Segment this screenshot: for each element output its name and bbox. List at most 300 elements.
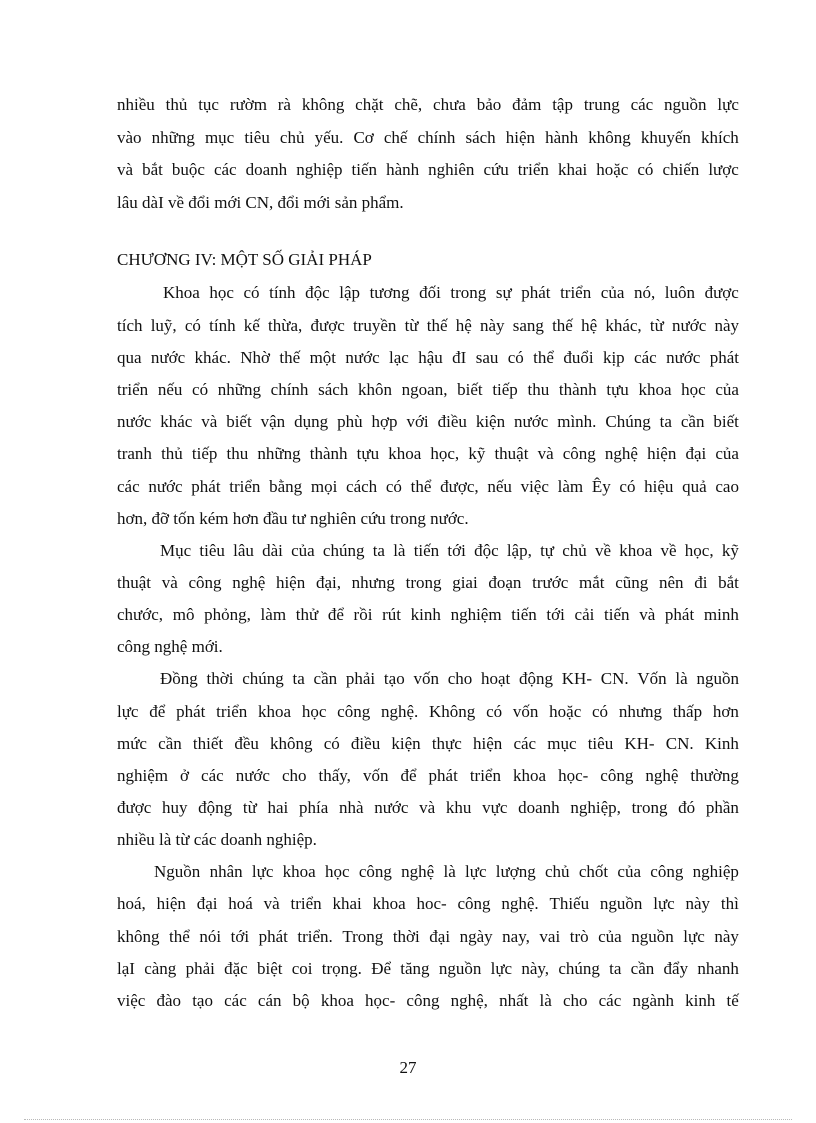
word: buộc	[171, 160, 205, 179]
word: vực	[482, 798, 508, 817]
word: triển	[290, 894, 322, 913]
word: có	[507, 348, 524, 367]
word: qua	[117, 348, 142, 367]
word: sách	[465, 128, 496, 147]
word: vai	[539, 927, 561, 946]
word: thu	[527, 380, 550, 399]
word: tiếp	[191, 444, 218, 463]
word: lạc	[389, 348, 409, 367]
word: phát	[191, 477, 221, 496]
word: cán	[257, 991, 282, 1010]
word: nguồn	[599, 894, 643, 913]
word: phát	[258, 927, 288, 946]
word: phù	[337, 412, 363, 431]
word: tục	[198, 95, 219, 114]
word: từ	[242, 798, 257, 817]
word: này	[685, 894, 711, 913]
word: học	[324, 862, 350, 881]
word: phải	[185, 959, 215, 978]
word: cho	[447, 669, 473, 688]
word: đuổi	[563, 348, 594, 367]
word: của	[291, 541, 315, 560]
word: thủ	[161, 444, 183, 463]
word: bộ	[292, 991, 310, 1010]
word: chước,	[117, 605, 164, 624]
word: chưa	[433, 95, 466, 114]
word: mục	[204, 128, 235, 147]
text-line: nhiều là từ các doanh nghiệp.	[117, 830, 317, 849]
word: nghiệm	[450, 605, 502, 624]
text-line	[160, 541, 739, 561]
word: tới	[230, 927, 250, 946]
word: KH-	[624, 734, 655, 753]
word: đó	[678, 798, 696, 817]
word: nghiệp	[692, 862, 739, 881]
word: hơn	[712, 702, 739, 721]
text-line	[117, 702, 739, 722]
word: thế	[426, 316, 448, 335]
word: của	[715, 380, 739, 399]
word: chính	[417, 128, 456, 147]
word: chúng	[558, 959, 600, 978]
word: lượng	[495, 862, 536, 881]
word: tranh	[117, 444, 152, 463]
word: động	[519, 669, 554, 688]
word: có	[385, 477, 402, 496]
word: khoa	[638, 380, 672, 399]
word: và	[263, 894, 280, 913]
word: khoa	[282, 862, 316, 881]
word: nó,	[633, 283, 656, 302]
word: hai	[267, 798, 289, 817]
word: vốn	[413, 669, 439, 688]
word: và	[161, 573, 178, 592]
word: ta	[659, 412, 672, 431]
word: và	[117, 160, 134, 179]
word: rườm	[229, 95, 267, 114]
word: thì	[720, 894, 739, 913]
word: cho	[281, 766, 307, 785]
word: tiến	[351, 160, 378, 179]
word: học,	[430, 444, 460, 463]
word: thấy,	[318, 766, 351, 785]
word: hiện	[505, 128, 536, 147]
word: hoạt	[481, 669, 511, 688]
word: trong	[405, 573, 442, 592]
text-line	[117, 128, 739, 148]
word: là	[539, 991, 552, 1010]
word: chẽ,	[394, 95, 423, 114]
word: thế	[279, 348, 301, 367]
word: hành	[386, 160, 420, 179]
word: ngày	[459, 927, 493, 946]
word: lập	[339, 283, 361, 302]
word: phải	[345, 669, 376, 688]
word: quả	[682, 477, 707, 496]
word: công	[358, 862, 392, 881]
word: của	[715, 444, 739, 463]
word: tạo	[383, 669, 405, 688]
text-line: công nghệ mới.	[117, 637, 223, 656]
word: đại	[685, 444, 707, 463]
word: Đồng	[160, 669, 198, 688]
word: đặc	[224, 959, 248, 978]
word: luỹ,	[150, 316, 177, 335]
word: phần	[705, 798, 739, 817]
word: từ	[404, 316, 419, 335]
word: các	[634, 348, 657, 367]
word: ngành	[632, 991, 674, 1010]
word: triển	[560, 283, 592, 302]
word: tựu	[356, 444, 380, 463]
word: các	[117, 477, 140, 496]
word: nước	[672, 316, 707, 335]
text-line	[117, 412, 739, 432]
word: chốt	[578, 862, 609, 881]
word: giai	[452, 573, 478, 592]
word: về	[595, 541, 612, 560]
word: này	[714, 927, 739, 946]
word: nhà	[338, 798, 364, 817]
word: tăng	[400, 959, 430, 978]
word: nhưng	[351, 573, 395, 592]
word: đối	[419, 283, 441, 302]
word: phát	[521, 283, 551, 302]
word: lực	[490, 959, 513, 978]
word: hậu	[418, 348, 443, 367]
word: để	[400, 766, 417, 785]
text-line	[160, 669, 739, 689]
word: nguồn	[438, 959, 482, 978]
word: công	[457, 894, 491, 913]
word: ta	[292, 669, 305, 688]
word: để	[149, 702, 166, 721]
word: của	[600, 283, 625, 302]
word: kiện	[475, 412, 506, 431]
word: nhân	[209, 862, 243, 881]
word: thực	[431, 734, 462, 753]
word: được,	[440, 477, 479, 496]
word: học-	[558, 766, 589, 785]
word: đại,	[315, 573, 341, 592]
word: hành	[545, 128, 579, 147]
word: cũng	[615, 573, 649, 592]
word: các	[513, 734, 537, 753]
word: ở	[180, 766, 190, 785]
word: không	[270, 734, 313, 753]
word: này	[479, 316, 505, 335]
word: nếu	[487, 477, 512, 496]
word: hệ	[581, 316, 598, 335]
word: hiệu	[644, 477, 674, 496]
word: tiến	[413, 541, 440, 560]
text-line	[117, 959, 739, 979]
word: đẩy	[663, 959, 689, 978]
word: các	[630, 95, 654, 114]
text-line	[117, 95, 739, 115]
word: hiện	[647, 444, 677, 463]
text-line	[117, 734, 739, 754]
word: Vốn	[637, 669, 667, 688]
page-bottom-rule	[24, 1119, 792, 1120]
word: Thiếu	[549, 894, 590, 913]
text-line	[117, 380, 739, 400]
word: doanh	[245, 160, 288, 179]
word: có	[184, 316, 201, 335]
word: chặt	[355, 95, 384, 114]
word: chế	[383, 128, 408, 147]
text-line	[117, 605, 739, 625]
word: nghiên	[428, 160, 475, 179]
word: nước	[514, 412, 549, 431]
word: đoạn	[488, 573, 522, 592]
word: thừa,	[268, 316, 303, 335]
word: học	[209, 283, 234, 302]
word: bảo	[476, 95, 502, 114]
word: nước	[148, 477, 183, 496]
text-line	[117, 766, 739, 786]
word: biết	[713, 412, 739, 431]
word: hoá,	[117, 894, 146, 913]
word: được	[117, 798, 152, 817]
word: kinh	[410, 605, 441, 624]
word: thể	[169, 927, 190, 946]
word: nước	[374, 798, 409, 817]
word: thuật	[494, 444, 529, 463]
word: cách	[346, 477, 378, 496]
word: nhưng	[618, 702, 663, 721]
word: huy	[161, 798, 188, 817]
word: này,	[521, 959, 550, 978]
word: đảm	[512, 95, 542, 114]
word: việc	[520, 477, 549, 496]
word: mọi	[310, 477, 338, 496]
word: điều	[350, 734, 381, 753]
word: tính	[209, 316, 236, 335]
word: sách	[318, 380, 349, 399]
word: khu	[445, 798, 472, 817]
word: thuật	[117, 573, 151, 592]
word: trong	[631, 798, 668, 817]
word: của	[617, 862, 641, 881]
word: phát	[709, 348, 739, 367]
word: những	[257, 444, 301, 463]
word: và	[201, 412, 218, 431]
word: khác.	[194, 348, 231, 367]
word: tính	[269, 283, 296, 302]
word: nghệ	[232, 573, 266, 592]
word: nước	[117, 412, 152, 431]
word: học-	[365, 991, 396, 1010]
word: nghệ.	[501, 894, 539, 913]
word: nước	[345, 348, 380, 367]
word: triển.	[297, 927, 333, 946]
word: chúng	[242, 669, 284, 688]
word: công	[600, 766, 634, 785]
text-line	[117, 160, 739, 180]
word: một	[309, 348, 337, 367]
word: có	[637, 160, 654, 179]
word: CN.	[600, 669, 629, 688]
word: thế	[552, 316, 573, 335]
word: ta	[372, 541, 385, 560]
word: ta	[609, 959, 622, 978]
word: mức	[117, 734, 147, 753]
word: sang	[512, 316, 544, 335]
text-line	[117, 444, 739, 464]
word: biết	[226, 412, 252, 431]
word: nguồn	[696, 669, 739, 688]
word: là	[675, 669, 688, 688]
word: Trong	[342, 927, 384, 946]
word: lực	[683, 927, 705, 946]
word: nhiều	[117, 95, 155, 114]
word: Không	[429, 702, 476, 721]
word: triển	[229, 477, 261, 496]
word: khoa	[513, 766, 547, 785]
word: triển	[469, 766, 501, 785]
text-line	[117, 798, 739, 818]
chapter-heading: CHƯƠNG IV: MỘT SỐ GIẢI PHÁP	[117, 250, 372, 269]
word: tới	[546, 605, 565, 624]
word: nghệ	[645, 766, 679, 785]
word: thủ	[165, 95, 188, 114]
word: Chúng	[605, 412, 651, 431]
word: khoa	[619, 541, 653, 560]
word: biết	[457, 380, 483, 399]
word: khai	[557, 160, 588, 179]
word: vận	[260, 412, 286, 431]
word: thành	[309, 444, 348, 463]
word: nghệ	[604, 444, 638, 463]
word: hệ	[455, 316, 472, 335]
word: đại	[196, 894, 218, 913]
word: dụng	[294, 412, 329, 431]
word: lực	[717, 95, 739, 114]
word: chủ	[562, 541, 587, 560]
word: vào	[117, 128, 142, 147]
word: thành	[558, 380, 597, 399]
word: cần	[630, 959, 655, 978]
word: Cơ	[353, 128, 374, 147]
word: trong	[450, 283, 487, 302]
word: sự	[495, 283, 512, 302]
word: tựu	[606, 380, 629, 399]
word: tiêu	[244, 128, 270, 147]
word: đI	[452, 348, 467, 367]
word: nghệ,	[450, 991, 488, 1010]
word: tự	[540, 541, 555, 560]
word: khoa	[258, 702, 292, 721]
word: hoá	[228, 894, 253, 913]
word: khôn	[358, 380, 392, 399]
word: tiếp	[492, 380, 518, 399]
word: đại	[429, 927, 451, 946]
word: rút	[382, 605, 401, 624]
word: luôn	[664, 283, 695, 302]
word: khoa	[372, 894, 406, 913]
word: khai	[332, 894, 362, 913]
word: có	[486, 702, 503, 721]
page-number: 27	[399, 1058, 417, 1077]
word: lạI	[117, 959, 135, 978]
word: thể	[410, 477, 432, 496]
word: dài	[262, 541, 283, 560]
word: được	[310, 316, 345, 335]
word: chủ	[279, 128, 305, 147]
word: cần	[158, 734, 182, 753]
word: lực	[251, 862, 274, 881]
word: hoặc	[549, 702, 582, 721]
word: trò	[569, 927, 589, 946]
word: phát	[428, 766, 458, 785]
word: là	[393, 541, 406, 560]
word: lực	[653, 894, 675, 913]
word: có	[619, 477, 636, 496]
word: và	[639, 605, 656, 624]
word: là	[443, 862, 456, 881]
word: khích	[701, 128, 739, 147]
word: KH-	[561, 669, 592, 688]
word: được	[704, 283, 739, 302]
word: chiến	[662, 160, 700, 179]
word: phát	[664, 605, 695, 624]
word: nên	[658, 573, 684, 592]
word: trung	[583, 95, 620, 114]
word: có	[592, 702, 609, 721]
word: tiêu	[199, 541, 225, 560]
word: hiện	[156, 894, 186, 913]
word: nghệ	[401, 862, 435, 881]
word: các	[598, 991, 622, 1010]
word: thử	[295, 605, 319, 624]
text-line	[117, 927, 739, 947]
word: Êy	[591, 477, 611, 496]
word: vốn	[512, 702, 539, 721]
word: điều	[437, 412, 467, 431]
word: nghệ.	[380, 702, 419, 721]
word: kịp	[602, 348, 625, 367]
word: thời	[392, 927, 420, 946]
text-line	[117, 573, 739, 593]
word: sau	[475, 348, 499, 367]
word: cho	[562, 991, 588, 1010]
word: cần	[313, 669, 338, 688]
word: với	[406, 412, 429, 431]
word: có	[323, 734, 340, 753]
word: cần	[680, 412, 705, 431]
word: có	[243, 283, 260, 302]
word: Mục	[160, 541, 192, 560]
word: nhanh	[697, 959, 739, 978]
text-line	[117, 991, 739, 1011]
word: các	[201, 766, 224, 785]
word: tiến	[604, 605, 630, 624]
word: ngoan,	[401, 380, 448, 399]
word: triển	[517, 160, 549, 179]
word: phát	[176, 702, 206, 721]
word: hợp	[371, 412, 398, 431]
word: động	[198, 798, 233, 817]
word: công	[562, 444, 596, 463]
word: học	[301, 702, 327, 721]
word: kỹ	[721, 541, 739, 560]
word: những	[217, 380, 261, 399]
word: triển	[117, 380, 149, 399]
word: có	[192, 380, 209, 399]
word: trọng.	[321, 959, 362, 978]
word: thường	[690, 766, 739, 785]
